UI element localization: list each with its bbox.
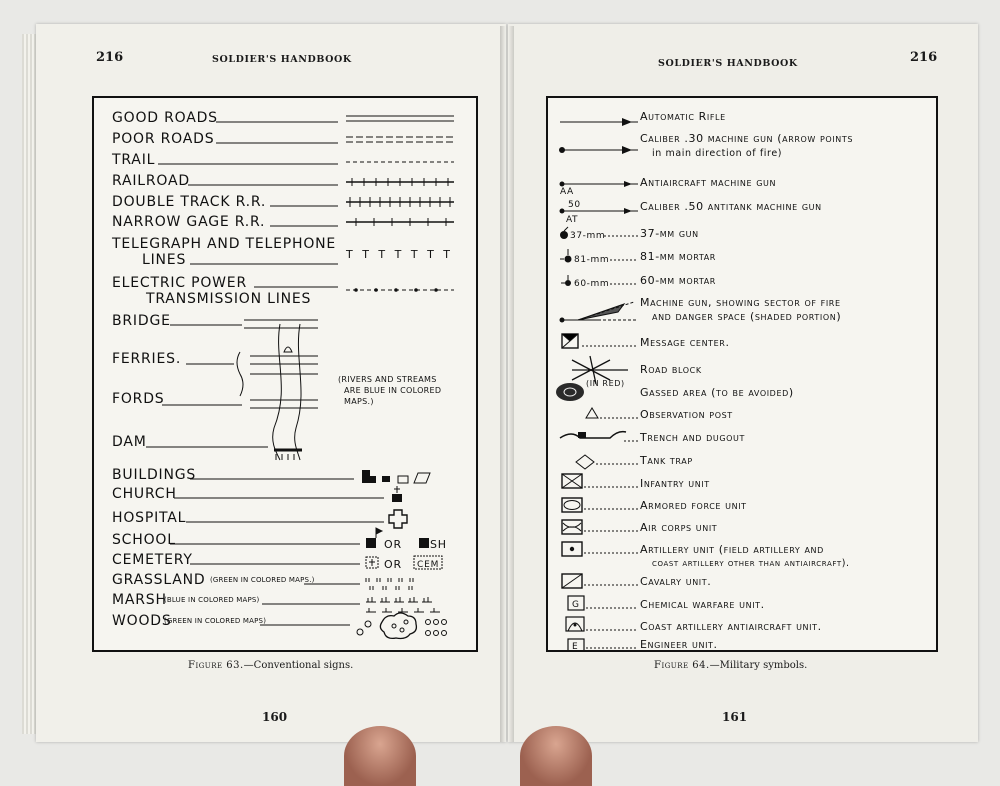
gun37-caliber: 37-mm [570,231,606,241]
chemical-letter: G [572,600,580,610]
label-woods: WOODS [112,613,172,629]
grassland-note: (GREEN IN COLORED MAPS.) [210,576,315,584]
road-block-label: Road block [640,363,702,376]
rivers-note-line3: MAPS.) [344,397,374,406]
woods-note: (GREEN IN COLORED MAPS) [164,617,267,625]
tank-trap-label: Tank trap [640,454,693,467]
mortar60-caliber: 60-mm [574,279,610,289]
chemical-label: Chemical warfare unit. [640,598,765,611]
label-trail: TRAIL [112,152,156,168]
label-school: SCHOOL [112,532,176,548]
cavalry-label: Cavalry unit. [640,575,712,588]
label-narrow-gage: NARROW GAGE R.R. [112,214,266,230]
school-sh: SH [430,538,447,551]
marsh-symbol [366,597,440,612]
school-or: OR [384,538,402,551]
message-center-label: Message center. [640,336,730,349]
label-grassland: GRASSLAND [112,572,206,588]
rivers-note-line2: ARE BLUE IN COLORED [344,386,442,395]
infantry-label: Infantry unit [640,477,710,490]
marsh-note: (BLUE IN COLORED MAPS) [164,596,260,604]
label-electric-line1: ELECTRIC POWER [112,275,247,291]
label-good-roads: GOOD ROADS [112,110,218,126]
gassed-area-symbol [556,383,584,401]
open-book [22,18,970,746]
military-symbols-chart [548,98,936,650]
observation-post-symbol [586,408,598,418]
in-red-note: (IN RED) [586,379,625,388]
good-roads-symbol [346,116,454,121]
cemetery-or: OR [384,558,402,571]
air-corps-symbol [562,520,582,534]
left-page [36,24,506,742]
left-bottom-page-number: 160 [262,710,288,724]
mg-sector-symbol [560,302,639,323]
double-track-symbol [346,197,454,207]
observation-post-label: Observation post [640,408,733,421]
infantry-symbol [562,474,582,488]
label-double-track: DOUBLE TRACK R.R. [112,194,267,210]
aa-mg-label: Antiaircraft machine gun [640,176,777,189]
mortar60-symbol [561,275,571,286]
trench-symbol [560,432,626,438]
label-railroad: RAILROAD [112,173,190,189]
mortar81-symbol [560,249,572,263]
buildings-symbol [362,470,430,483]
church-symbol [392,486,402,502]
label-cemetery: CEMETERY [112,552,193,568]
left-top-page-number: 216 [96,50,124,65]
telegraph-symbol: T T T T T T T [346,248,454,261]
gassed-area-label: Gassed area (to be avoided) [640,386,794,399]
cemetery-cem: CEM [417,560,440,570]
mortar81-label: 81-mm mortar [640,250,716,263]
poor-roads-symbol [346,137,454,142]
label-hospital: HOSPITAL [112,510,187,526]
mg-sector-label-line1: Machine gun, showing sector of fire [640,296,841,309]
right-thumb [520,726,592,786]
rivers-note-line1: (RIVERS AND STREAMS [338,375,437,384]
mg30-label-line1: Caliber .30 machine gun (arrow points [640,132,854,145]
figure-63-box [92,96,478,652]
left-running-head: SOLDIER'S HANDBOOK [212,54,352,65]
engineer-label: Engineer unit. [640,638,718,650]
automatic-rifle-label: Automatic Rifle [640,110,726,123]
left-thumb [344,726,416,786]
label-electric-line2: TRANSMISSION LINES [146,291,312,307]
trench-label: Trench and dugout [640,431,745,444]
grassland-symbol [366,578,413,590]
armored-label: Armored force unit [640,499,747,512]
conventional-signs-chart [94,98,476,650]
figure-64-text: —Military symbols. [709,660,808,671]
label-bridge: BRIDGE [112,313,171,329]
tank-trap-symbol [576,455,594,469]
engineer-letter: E [572,642,579,650]
mortar81-caliber: 81-mm [574,255,610,265]
label-dam: DAM [112,434,147,450]
railroad-symbol [346,178,454,186]
artillery-label-line1: Artillery unit (field artillery and [640,543,824,556]
artillery-symbol [562,542,582,556]
armored-symbol [562,498,582,512]
electric-power-symbol [346,288,454,292]
right-running-head: SOLDIER'S HANDBOOK [658,58,798,69]
artillery-label-line2: coast artillery other than antiaircraft). [652,558,850,569]
figure-63-prefix: Figure 63. [188,660,244,671]
label-marsh: MARSH [112,592,167,608]
figure-63-caption [188,660,353,671]
figure-64-box [546,96,938,652]
label-church: CHURCH [112,486,177,502]
label-poor-roads: POOR ROADS [112,131,215,147]
mg30-symbol [559,146,638,154]
at-letters: AT [566,215,579,225]
mortar60-label: 60-mm mortar [640,274,716,287]
cavalry-symbol [562,574,582,588]
label-ferries: FERRIES. [112,351,182,367]
right-page [508,24,978,742]
gun37-symbol [560,227,568,239]
right-top-page-number: 216 [910,50,938,65]
coast-artillery-symbol [566,617,584,631]
aa-letters: AA [560,187,574,197]
figure-64-caption [654,660,807,671]
message-center-symbol [562,334,578,348]
figure-63-text: —Conventional signs. [243,660,354,671]
book-gutter [500,26,514,742]
figure-64-prefix: Figure 64. [654,660,710,671]
mg50-label: Caliber .50 antitank machine gun [640,200,822,213]
coast-artillery-label: Coast artillery antiaircraft unit. [640,620,822,633]
automatic-rifle-symbol [560,118,638,126]
woods-symbol [357,613,447,639]
river-symbols [237,320,318,460]
air-corps-label: Air corps unit [640,521,718,534]
mg50-number: 50 [568,200,581,210]
gun37-label: 37-mm gun [640,227,699,240]
hospital-symbol [389,510,407,528]
mg-sector-label-line2: and danger space (shaded portion) [652,310,842,323]
page-edges [22,34,36,734]
label-buildings: BUILDINGS [112,467,197,483]
label-fords: FORDS [112,391,165,407]
narrow-gage-symbol [346,218,454,226]
label-telegraph-line2: LINES [142,252,187,268]
mg30-label-line2: in main direction of fire) [652,148,783,159]
label-telegraph-line1: TELEGRAPH AND TELEPHONE [112,236,337,252]
right-bottom-page-number: 161 [722,710,748,724]
